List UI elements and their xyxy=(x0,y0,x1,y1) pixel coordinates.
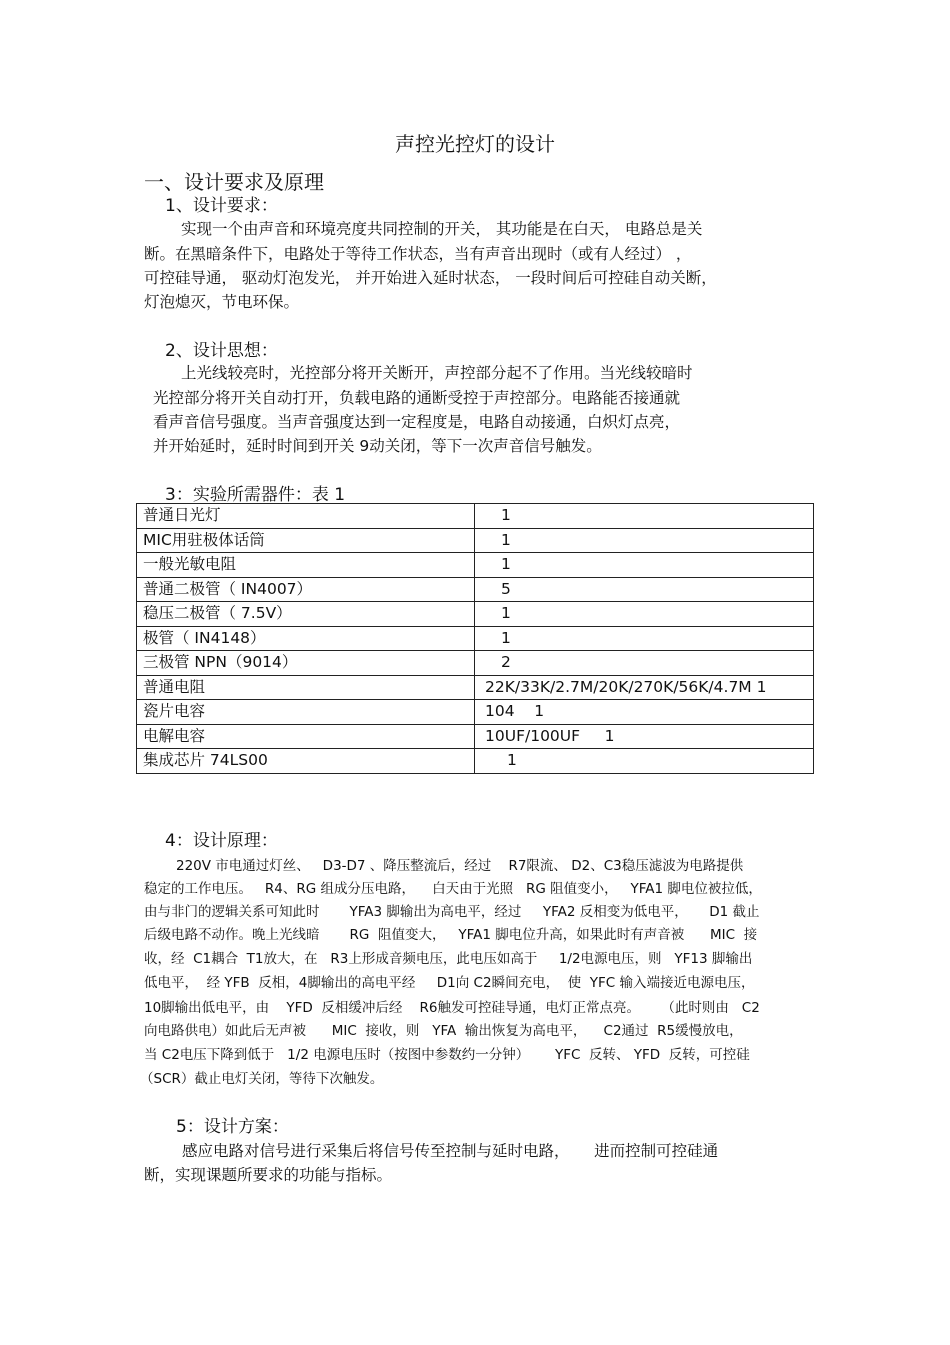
table-row xyxy=(137,651,814,676)
component-qty: 104 1 xyxy=(475,700,814,725)
component-qty: 1 xyxy=(475,626,814,651)
component-name: 瓷片电容 xyxy=(137,700,475,725)
table-row xyxy=(137,626,814,651)
component-qty: 1 xyxy=(475,553,814,578)
principle-line: 低电平， 经 YFB 反相，4脚输出的高电平经 D1向 C2瞬间充电， 使 YFC 输入端接近电源电压， xyxy=(144,975,755,991)
requirements-heading: 1、设计要求： xyxy=(165,196,278,216)
principle-line: 收，经 C1耦合 T1放大，在 R3上形成音频电压，此电压如高于 1/2电源电压，则 YF13 脚输出 xyxy=(144,951,753,967)
table-row xyxy=(137,675,814,700)
component-qty: 1 xyxy=(475,602,814,627)
component-name: MIC用驻极体话筒 xyxy=(137,528,475,553)
table-row xyxy=(137,602,814,627)
principle-heading: 4：设计原理： xyxy=(165,831,278,851)
scheme-heading: 5：设计方案： xyxy=(176,1117,289,1137)
requirements-line: 断。在黑暗条件下，电路处于等待工作状态，当有声音出现时（或有人经过） ， xyxy=(144,245,692,263)
principle-line: 稳定的工作电压。 R4、RG 组成分压电路， 白天由于光照 RG 阻值变小， YFA1 脚电位被拉低， xyxy=(144,881,762,897)
component-qty: 2 xyxy=(475,651,814,676)
component-qty: 1 xyxy=(475,504,814,529)
principle-line: 后级电路不动作。晚上光线暗 RG 阻值变大， YFA1 脚电位升高，如果此时有声音被 MIC 接 xyxy=(144,927,758,943)
component-qty: 22K/33K/2.7M/20K/270K/56K/4.7M 1 xyxy=(475,675,814,700)
design-idea-line: 并开始延时，延时时间到开关 9动关闭，等下一次声音信号触发。 xyxy=(153,437,602,455)
component-name: 电解电容 xyxy=(137,724,475,749)
requirements-line: 可控硅导通， 驱动灯泡发光， 并开始进入延时状态， 一段时间后可控硅自动关断， xyxy=(144,269,717,287)
table-row xyxy=(137,724,814,749)
principle-line: 由与非门的逻辑关系可知此时 YFA3 脚输出为高电平，经过 YFA2 反相变为低电平， D1 截止 xyxy=(144,904,760,920)
design-idea-line: 光控部分将开关自动打开，负载电路的通断受控于声控部分。电路能否接通就 xyxy=(153,389,681,407)
section1-heading: 一、设计要求及原理 xyxy=(144,170,324,194)
requirements-line: 灯泡熄灭，节电环保。 xyxy=(144,293,300,311)
component-name: 普通日光灯 xyxy=(137,504,475,529)
component-name: 普通电阻 xyxy=(137,675,475,700)
page-title: 声控光控灯的设计 xyxy=(395,132,555,156)
scheme-line: 断，实现课题所要求的功能与指标。 xyxy=(144,1166,393,1184)
principle-line: 10脚输出低电平，由 YFD 反相缓冲后经 R6触发可控硅导通，电灯正常点亮。 （此时则由 C2 xyxy=(144,1000,760,1016)
component-qty: 1 xyxy=(475,749,814,774)
component-name: 集成芯片 74LS00 xyxy=(137,749,475,774)
component-name: 稳压二极管（ 7.5V） xyxy=(137,602,475,627)
principle-line: 向电路供电）如此后无声被 MIC 接收，则 YFA 输出恢复为高电平， C2通过 R5缓慢放电， xyxy=(144,1023,743,1039)
component-qty: 10UF/100UF 1 xyxy=(475,724,814,749)
design-idea-heading: 2、设计思想： xyxy=(165,341,278,361)
table-row xyxy=(137,577,814,602)
component-name: 极管（ IN4148） xyxy=(137,626,475,651)
principle-line: （SCR）截止电灯关闭，等待下次触发。 xyxy=(140,1071,384,1087)
design-idea-line: 上光线较亮时，光控部分将开关断开，声控部分起不了作用。当光线较暗时 xyxy=(181,364,693,382)
component-name: 普通二极管（ IN4007） xyxy=(137,577,475,602)
requirements-line: 实现一个由声音和环境亮度共同控制的开关， 其功能是在白天， 电路总是关 xyxy=(181,220,703,238)
table-row xyxy=(137,553,814,578)
component-name: 三极管 NPN（9014） xyxy=(137,651,475,676)
principle-line: 220V 市电通过灯丝、 D3-D7 、降压整流后，经过 R7限流、 D2、C3稳压滤波为电路提供 xyxy=(176,858,744,874)
component-qty: 5 xyxy=(475,577,814,602)
scheme-line: 感应电路对信号进行采集后将信号传至控制与延时电路， 进而控制可控硅通 xyxy=(182,1142,719,1160)
components-heading: 3：实验所需器件：表 1 xyxy=(165,485,346,505)
principle-line: 当 C2电压下降到低于 1/2 电源电压时（按图中参数约一分钟） YFC 反转、 YFD 反转，可控硅 xyxy=(144,1047,750,1063)
table-row xyxy=(137,504,814,529)
component-name: 一般光敏电阻 xyxy=(137,553,475,578)
component-qty: 1 xyxy=(475,528,814,553)
design-idea-line: 看声音信号强度。当声音强度达到一定程度是，电路自动接通，白炽灯点亮， xyxy=(153,413,681,431)
table-row xyxy=(137,700,814,725)
table-row xyxy=(137,749,814,774)
components-table xyxy=(136,503,814,774)
table-row xyxy=(137,528,814,553)
